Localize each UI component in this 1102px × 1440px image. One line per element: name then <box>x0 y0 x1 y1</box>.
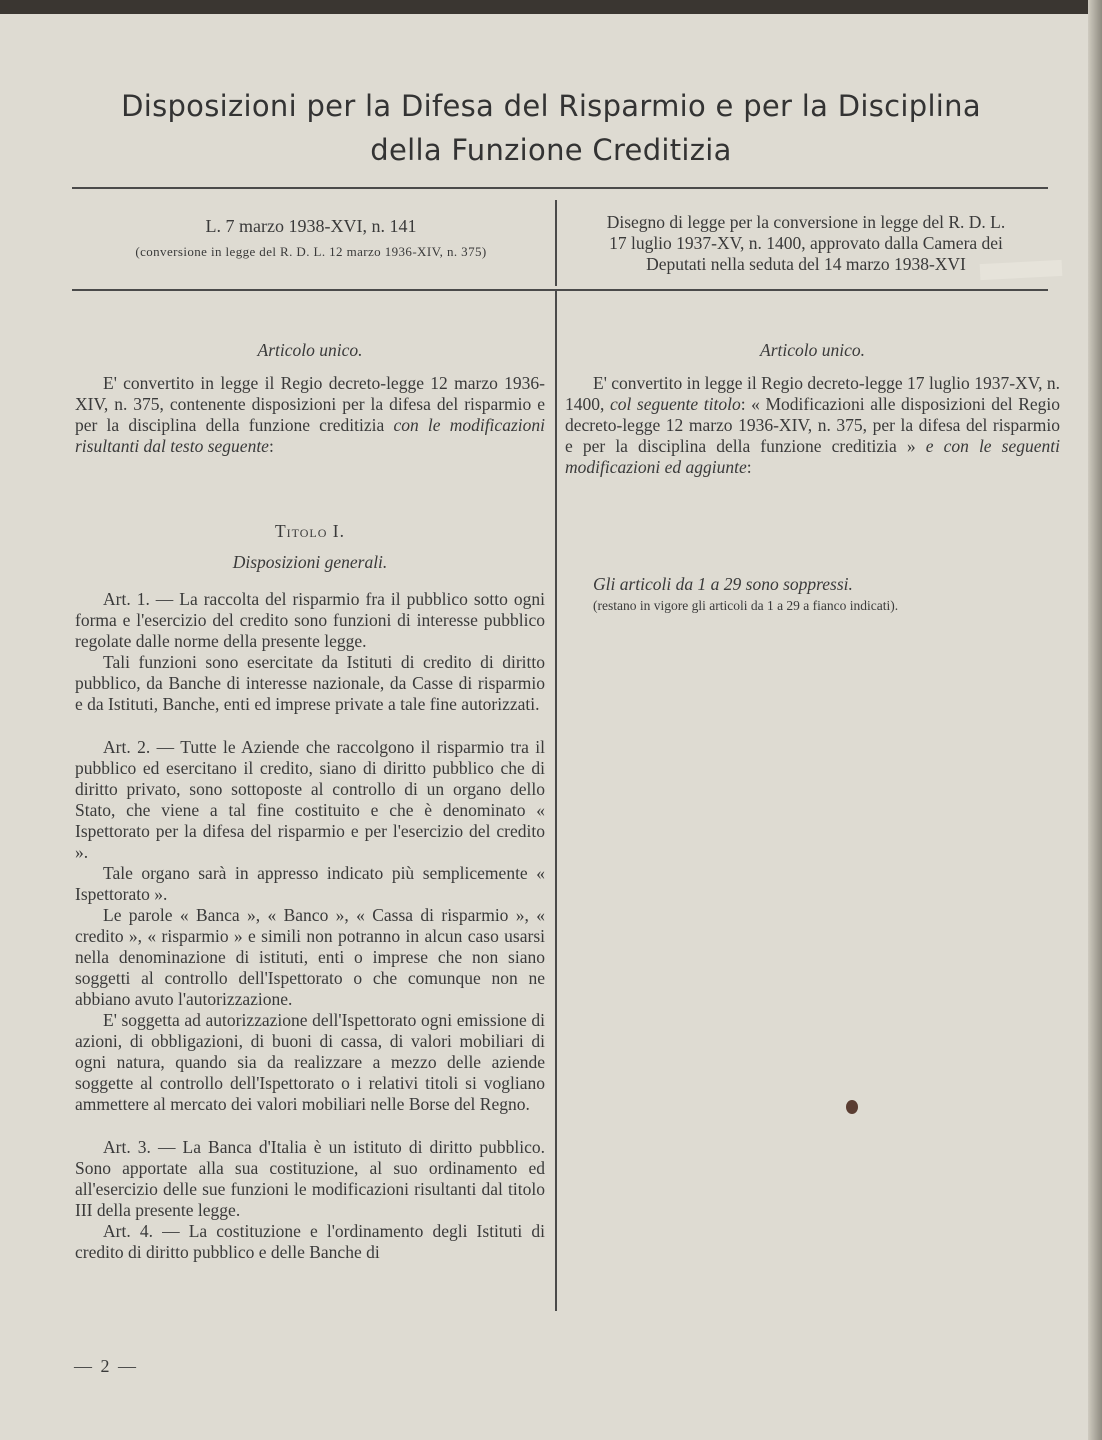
title-line-1: Disposizioni per la Difesa del Risparmio e per la Disciplina <box>121 89 981 123</box>
art2-paragraph-4: E' soggetta ad autorizzazione dell'Ispettorato ogni emissione di azioni, di obbligazioni, di buoni di cassa, di valori mobiliari di ogni natura, quando sia da realizzare a mezzo delle aziende soggette al controllo dell'Ispettorato o i relativi titoli si vogliano ammettere al mercato dei valori mobiliari nelle Borse del Regno. <box>75 1010 545 1114</box>
art1-paragraph-1: Art. 1. — La raccolta del risparmio fra il pubblico sotto ogni forma e l'esercizio del credito sono funzioni di interesse pubblico regolate dalle norme della presente legge. <box>75 589 545 651</box>
left-intro <box>75 373 545 457</box>
art3-paragraph: Art. 3. — La Banca d'Italia è un istituto di diritto pubblico. Sono apportate alla sua costituzione, al suo ordinamento ed all'esercizio delle sue funzioni le modificazioni risultanti dal titolo III della presente legge. <box>75 1137 545 1220</box>
paper-tear <box>980 260 1063 280</box>
right-intro-b: : « Modificazioni alle disposizioni del Regio decreto-legge 12 marzo 1936-XIV, n. 375, per la difesa del risparmio e per la disciplina della funzione creditizia » <box>565 394 1061 456</box>
right-header-line-1: Disegno di legge per la conversione in legge del R. D. L. <box>606 212 1006 232</box>
left-column <box>75 340 545 1263</box>
left-intro-text: E' convertito in legge il Regio decreto-legge 12 marzo 1936-XIV, n. 375, contenente disposizioni per la difesa del risparmio e per la disciplina della funzione creditizia <box>75 373 545 435</box>
document-title <box>70 84 1032 172</box>
right-header-line-3: Deputati nella seduta del 14 marzo 1938-XVI <box>646 254 966 274</box>
left-intro-italic: con le modificazioni risultanti dal testo seguente <box>75 415 545 456</box>
right-intro <box>565 373 1060 478</box>
right-header <box>562 212 1050 275</box>
page-number: — 2 — <box>74 1356 138 1376</box>
art2-paragraph-1: Art. 2. — Tutte le Aziende che raccolgono il risparmio tra il pubblico ed esercitano il credito, siano di diritto pubblico che di diritto privato, sono sottoposte al controllo di un organo dello Stato, che viene a tal fine costituito e che è denominato « Ispettorato per la difesa del risparmio e per l'esercizio del credito ». <box>75 737 545 862</box>
titolo-heading: Titolo I. <box>274 521 346 541</box>
right-column <box>565 340 1060 616</box>
art2-paragraph-3: Le parole « Banca », « Banco », « Cassa di risparmio », « credito », « risparmio » e simili non potranno in alcun caso usarsi nella denominazione di istituti, enti o imprese che non siano soggetti al controllo dell'Ispettorato o che comunque non ne abbiano avuto l'autorizzazione. <box>75 905 545 1009</box>
top-rule <box>72 187 1048 189</box>
art1-paragraph-2: Tali funzioni sono esercitate da Istituti di credito di diritto pubblico, da Banche di interesse nazionale, da Casse di risparmio e da Istituti, Banche, enti ed imprese private a tale fine autorizzati. <box>75 652 545 714</box>
left-header-conversion: (conversione in legge del R. D. L. 12 marzo 1936-XIV, n. 375) <box>135 244 487 259</box>
left-article-heading: Articolo unico. <box>257 340 363 360</box>
page-top-edge <box>0 0 1102 14</box>
right-intro-a: E' convertito in legge il Regio decreto-legge 17 luglio 1937-XV, n. 1400, <box>565 373 1060 414</box>
left-header-law: L. 7 marzo 1938-XVI, n. 141 <box>205 216 417 236</box>
page-right-edge <box>1088 0 1102 1440</box>
titolo-subheading: Disposizioni generali. <box>232 552 388 572</box>
right-article-heading: Articolo unico. <box>760 340 865 360</box>
ink-blot <box>846 1100 858 1114</box>
column-divider-body <box>555 291 557 1311</box>
articles-note: (restano in vigore gli articoli da 1 a 29 a fianco indicati). <box>593 598 899 613</box>
title-line-2: della Funzione Creditizia <box>370 133 732 167</box>
art4-paragraph: Art. 4. — La costituzione e l'ordinamento degli Istituti di credito di diritto pubblico e delle Banche di <box>75 1221 545 1262</box>
right-intro-italic-1: col seguente titolo <box>609 394 741 414</box>
right-intro-italic-2: e con le seguenti modificazioni ed aggiunte <box>565 436 1060 477</box>
header-bottom-rule <box>72 289 1048 291</box>
column-divider-header <box>555 200 557 286</box>
right-header-line-2: 17 luglio 1937-XV, n. 1400, approvato dalla Camera dei <box>609 233 1003 253</box>
right-intro-end: : <box>746 457 752 477</box>
left-intro-end: : <box>268 436 274 456</box>
art2-paragraph-2: Tale organo sarà in appresso indicato più semplicemente « Ispettorato ». <box>75 863 545 904</box>
articles-suppressed: Gli articoli da 1 a 29 sono soppressi. <box>593 574 853 594</box>
left-header <box>72 214 550 264</box>
